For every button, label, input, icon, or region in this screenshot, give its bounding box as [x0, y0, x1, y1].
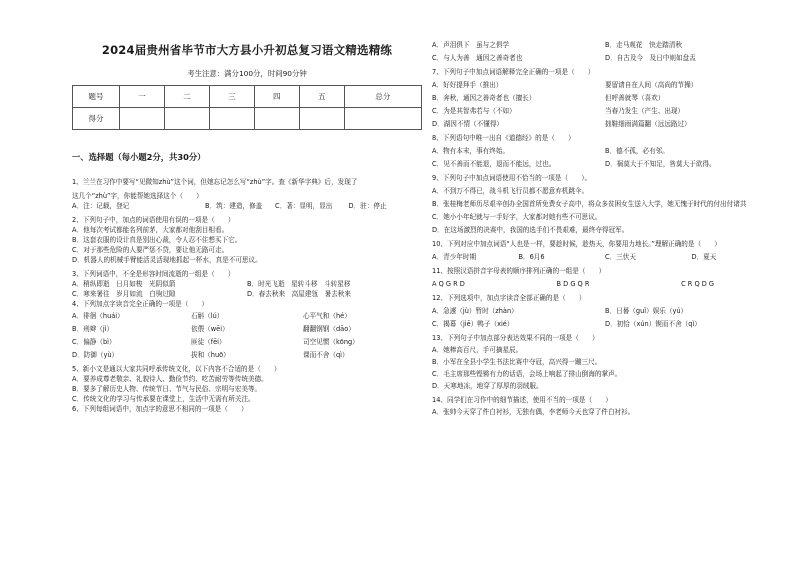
question-5: 5、新小文是通以大家共同呼承传统文化，以下内容不合适的是（ ）	[72, 365, 281, 373]
option: 心平气和（hé）	[303, 312, 351, 320]
option: B．张桂梅老师历尽艰辛创办全国首所免费女子高中，将众多贫困女生送入大学，她无愧于时代的付出付诸共	[432, 200, 747, 208]
option: D．祸莫大于不知足，咎莫大于欲得。	[605, 160, 716, 168]
score-cell[interactable]	[164, 108, 209, 130]
option: B．这套衣服的设计真是别出心裁，令人忍不住想买下它。	[72, 236, 242, 244]
question-8-row	[432, 146, 778, 156]
question-12-row	[432, 306, 778, 316]
option: 课而不舍（qì）	[303, 351, 349, 359]
section-heading: 一、选择题（每小题2分，共30分）	[72, 152, 206, 162]
question-7-row	[432, 93, 778, 103]
question-6-options-row	[432, 53, 778, 63]
question-13: 13、下列句子中加点部分表达效果不同的一项是（ ）	[432, 334, 599, 342]
score-header-cell: 五	[299, 86, 344, 108]
option: 但呼善就琴（喜欢）	[605, 94, 665, 102]
score-header-cell: 三	[209, 86, 254, 108]
left-column	[72, 42, 422, 414]
score-table	[72, 85, 422, 130]
question-4-row	[72, 324, 422, 334]
option: A．稍纵即逝 日月如梭 光阴似箭	[72, 280, 176, 288]
option: B．6月6	[518, 253, 545, 261]
question-7-row	[432, 106, 778, 116]
question-10-options	[432, 252, 778, 262]
option: B．筑：建造，修盖	[205, 202, 263, 210]
score-cell[interactable]	[344, 108, 421, 130]
option: C．著：显明，显出	[275, 202, 333, 210]
option: C．对于那些危险的人要严惩不贷，要让他无路可走。	[72, 246, 229, 254]
option: 匪徒（fēi）	[191, 338, 226, 346]
question-4: 4、下列加点字读音完全正确的一项是（ ）	[72, 300, 209, 308]
option: C．她小小年纪就与一手好字，大家都对她有些不可思议。	[432, 213, 602, 221]
score-header-cell: 一	[120, 86, 165, 108]
question-11-options	[432, 279, 778, 289]
option: C．见不善而不能退，退而不能远，过也。	[432, 160, 556, 168]
option: A．不到万不得已，战斗机飞行员都不愿意弃机跳伞。	[432, 187, 589, 195]
option: A．徘徊（huái）	[72, 312, 124, 320]
score-cell[interactable]	[254, 108, 299, 130]
question-4-row	[72, 350, 422, 360]
question-1: 1、兰兰在习作中要写“见微知zhù”这个词，但她忘记怎么写“zhù”字。查《新华字典》后，发现了	[72, 178, 358, 186]
score-cell[interactable]	[209, 108, 254, 130]
question-7-row	[432, 119, 778, 129]
option: C．毛主席那些铿锵有力的话语，会场上响起了排山倒海的掌声。	[432, 370, 622, 378]
question-10: 10、下列对应中加点词语“人也是一样，要趁时候，趁热天，你要用力地长。”理解正确的是（ ）	[432, 240, 721, 248]
question-4-row	[72, 311, 422, 321]
option: A．他每次考试都能名列前茅，大家都对他刮目相看。	[72, 226, 229, 234]
option: 依偎（wēi）	[191, 325, 229, 333]
option: D．春去秋来 高屋建瓴 暑去秋来	[247, 290, 351, 298]
question-8-row	[432, 159, 778, 169]
question-1-cont: 这几个“zhù”字，你能帮她选择这个（ ）	[72, 192, 203, 200]
score-header-cell: 四	[254, 86, 299, 108]
option: 要留请自在人间（高尚的节操）	[605, 81, 698, 89]
question-12: 12、下列选项中，加点字读音全部正确的是（ ）	[432, 294, 586, 302]
question-3-options-row	[72, 289, 422, 299]
option: A．物有本末，事有终始。	[432, 147, 510, 155]
option: C．传统文化的学习与传承要在课堂上，生活中无需有所关注。	[72, 395, 255, 403]
question-8: 8、下列语句中唯一出自《道德经》的是（ ）	[432, 134, 575, 142]
option: A．注：记载，登记	[72, 202, 130, 210]
option: B．走马观花 快走踏清秋	[605, 41, 683, 49]
option: 当春乃发生（产生、出现）	[605, 107, 685, 115]
option: C．寒来暑往 岁月如流 白驹过隙	[72, 290, 176, 298]
option: 石斛（lú）	[191, 312, 224, 320]
option: D．在这场激烈的决赛中，我国的选手们不畏艰难，最终夺得冠军。	[432, 226, 629, 234]
exam-title: 2024届贵州省毕节市大方县小升初总复习语文精选精练	[101, 43, 393, 57]
option: D．夏天	[691, 253, 717, 261]
option: B．德不孤，必有邻。	[605, 147, 669, 155]
option: C R Q D G	[681, 280, 715, 288]
question-9: 9、下列句子中加点词语使用不恰当的一项是（ ）。	[432, 174, 592, 182]
score-header-cell: 总分	[344, 86, 421, 108]
option: A．好好提拜手（推出）	[432, 81, 503, 89]
option: B．时光飞逝 星转斗移 斗转星移	[247, 280, 351, 288]
score-cell[interactable]	[299, 108, 344, 130]
exam-notice: 考生注意：满分100分，时间90分钟	[187, 69, 307, 78]
score-header-cell: 题号	[73, 86, 120, 108]
score-table-header-row	[73, 86, 422, 108]
option: A．要养成尊老敬亲、礼貌待人、勤俭节约、吃苦耐劳等传统美德。	[72, 375, 268, 383]
option: A．张帅今天穿了件白衬衫，无独有偶，李老师今天也穿了件白衬衫。	[432, 408, 635, 416]
question-4-row	[72, 337, 422, 347]
question-3: 3、下列词语中，不全是形容时间流逝的一组是（ ）	[72, 270, 235, 278]
question-7-row	[432, 80, 778, 90]
score-row-label: 得分	[73, 108, 120, 130]
question-2: 2、下列句子中，加点的词语使用有误的一项是（ ）	[72, 216, 235, 224]
option: A Q G R D	[432, 280, 465, 288]
question-11: 11、按照汉语拼音字母表的顺序排列正确的一组是（ ）	[432, 267, 606, 275]
option: A．她棒高百尺，手可摘星辰。	[432, 346, 523, 354]
score-table-score-row	[73, 108, 422, 130]
option: 司空见惯（kōng）	[303, 338, 359, 346]
option: D．自古及今 及日中则如盘盂	[605, 54, 696, 62]
option: B．要多了解历史人物、传统节日、节气与民俗、宗明与宏美等。	[72, 385, 262, 393]
question-3-options-row	[72, 279, 422, 289]
question-1-options	[72, 201, 422, 211]
question-6-options-row	[432, 40, 778, 50]
option: B．小军在全县小学生书法比赛中夺冠，高兴得一蹦三尺。	[432, 358, 602, 366]
option: D．天寒地冻，地穿了厚厚的羽绒服。	[432, 382, 543, 390]
question-7: 7、下列句子中加点词语解释完全正确的一项是（ ）	[432, 68, 595, 76]
option: A．急遽（jù）暂时（zhàn）	[432, 307, 518, 315]
option: 拙鞋细雨满篇翻（远远路过）	[605, 120, 691, 128]
score-header-cell: 二	[164, 86, 209, 108]
option: C．三伏天	[605, 253, 636, 261]
option: A．声泪俱下 虽与之俱学	[432, 41, 510, 49]
option: C．揭幕（jiē）鸭子（xié）	[432, 320, 514, 328]
option: C．与人为善 通因之善奇者也	[432, 54, 523, 62]
right-column	[432, 40, 778, 417]
score-cell[interactable]	[120, 108, 165, 130]
option: B．奔秋，通因之善奇者也（擅长）	[432, 94, 536, 102]
question-12-row	[432, 319, 778, 329]
option: D．防御（yù）	[72, 351, 119, 359]
option: B．日晷（guǐ）娱乐（yú）	[605, 307, 688, 315]
option: C．为是其智弗若与（不如）	[432, 107, 516, 115]
option: D．初恰（xún）锲而不舍（qì）	[605, 320, 701, 328]
option: D．机器人的机械手臂能活灵活现地抓起一杯水，真是不可思议。	[72, 256, 262, 264]
option: A．青少年时期	[432, 253, 477, 261]
option: 拔和（huō）	[191, 351, 230, 359]
option: D．湖因不情（不懂得）	[432, 120, 504, 128]
option: C．偏静（bì）	[72, 338, 116, 346]
question-14: 14、同学们在习作中的细节描述，使用不当的一项是（ ）	[432, 396, 612, 404]
option: B．刑辫（jì）	[72, 325, 114, 333]
option: D．驻：停止	[348, 202, 387, 210]
question-6: 6、下列每组词语中，加点字的意思不相同的一项是（ ）	[72, 405, 248, 413]
option: B D G Q R	[556, 280, 590, 288]
option: 翻翻钢钢（dāo）	[303, 325, 355, 333]
